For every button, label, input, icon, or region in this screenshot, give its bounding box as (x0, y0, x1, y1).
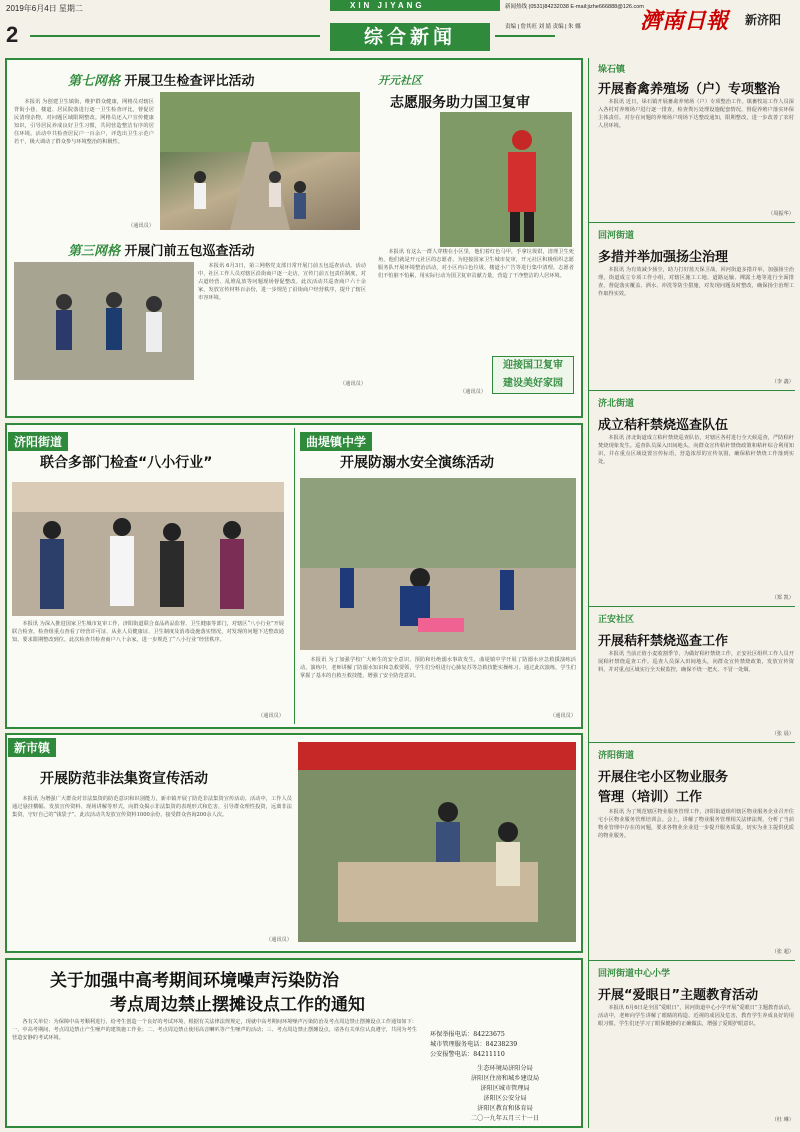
news-hotline: 新闻热线 (0531)84232038 E-mail:jizhe666888@126.com (505, 4, 644, 10)
xin-jiyang-logo: 新济阳 (745, 13, 782, 27)
drill-illustration (300, 478, 576, 650)
right-4-title: 开展秸秆禁烧巡查工作 (598, 634, 729, 649)
street-scene-illustration (160, 92, 360, 230)
article-2-author: （通讯员） (340, 381, 366, 387)
hotline-city-management: 城市管理服务电话：84238239 (430, 1041, 518, 1048)
notice-title-2: 考点周边禁止摆摊设点工作的通知 (110, 995, 365, 1015)
right-sep-3 (588, 606, 795, 607)
article-6-body: 本报讯 为增强广大群众对非法集资的防范意识和识别能力，新市镇开展了防范非法集资宣传活动。活动中，工作人员通过悬挂横幅、发放宣传资料、现场讲解等形式，向群众揭示非法集资的表现形式和危害，引导群众理性投资，远离非法集资，守好自己的“钱袋子”。此次活动共发放宣传资料1000余份，接受群众咨询200余人次。 (12, 796, 292, 818)
right-column-rule (588, 58, 589, 1128)
page-number: 2 (6, 22, 19, 47)
issue-date: 2019年6月4日 星期二 (6, 4, 83, 13)
article-1-body: 本报讯 为创建卫生镇街，维护群众健康，网格员对辖区背街小巷、楼道、居民院落进行逐一卫生检查评比，督促居民清理杂物，对问题区域限期整改。网格员还入户宣传健康知识，引导居民养成良好卫生习惯，共同营造整洁有序的居住环境。活动中共检查居民户一百余户，评选出卫生示范户若干，极大调动了群众参与环境整治的积极性。 (14, 99, 154, 145)
right-2-author: （李 鑫） (771, 379, 794, 385)
right-2-title: 多措并举加强扬尘治理 (598, 250, 729, 265)
article-3-title-pre: 开元社区 (378, 74, 422, 87)
right-6-body: 本报讯 6月6日是全国“爱眼日”，回河街道中心小学开展“爱眼日”主题教育活动。活动中，老师向学生讲解了眼睛的构造、近视的成因及危害，教育学生养成良好的用眼习惯。学生们还学习了眼保健操的正确做法，增强了爱眼护眼意识。 (598, 1005, 794, 1027)
photo-street-inspection (160, 92, 360, 230)
inspection-illustration (12, 482, 284, 616)
middle-divider (294, 428, 295, 724)
article-2-body: 本报讯 6月3日，第三网格党支部日常开展门前五包巡查活动。活动中，社区工作人员对辖区沿街商户逐一走访，宣传门前五包责任制度，对占道经营、乱堆乱放等问题现场督促整改。此次活动共巡查商户六十余家，发放宣传材料百余份，进一步规范了沿街商户经营秩序，提升了辖区市容环境。 (198, 263, 366, 301)
right-1-body: 本报讯 近日，垛石镇开展畜禽养殖场（户）专项整治工作。镇畜牧站工作人员深入各村对养殖场户进行逐一排查，检查粪污处理设施配套情况，督促养殖户落实环保主体责任。对存在问题的养殖场户现场下达整改通知，限期整改，进一步改善了农村人居环境。 (598, 99, 794, 129)
notice-body: 各有关单位：为保障中高考顺利进行，给考生创造一个良好的考试环境，根据有关法律法规规定，现就中高考期间环境噪声污染防治及考点周边禁止摆摊设点工作通知如下：一、中高考期间，考点周边禁止产生噪声的建筑施工作业；二、考点周边禁止使用高音喇叭等产生噪声的活动；三、考点周边禁止摆摊设点。请各有关单位认真遵守，共同为考生营造安静的考试环境。 (12, 1019, 417, 1041)
right-4-body: 本报讯 当前正值小麦收割季节，为做好秸秆禁烧工作，正安社区组织工作人员开展秸秆禁烧巡查工作。巡查人员深入田间地头，向群众宣传禁烧政策，发放宣传资料，并对重点区域实行全天候监控，确保不烧一把火、不冒一处烟。 (598, 651, 794, 673)
photo-anti-fraud-campaign (298, 742, 576, 942)
right-5-author: （张 超） (771, 949, 794, 955)
issuer-4: 济阳区公安分局 (483, 1095, 527, 1102)
right-1-title: 开展畜禽养殖场（户）专项整治 (598, 82, 781, 97)
article-2-title: 第三网格 开展门前五包巡查活动 (68, 244, 255, 259)
notice-contacts (430, 1030, 580, 1124)
right-5-body: 本报讯 为了规范辖区物业服务管理工作，济阳街道组织辖区物业服务企业召开住宅小区物业服务管理培训会。会上，讲解了物业服务管理相关法律法规，分析了当前物业管理中存在的问题，要求各物业企业进一步提升服务质量，切实为业主提供优质的物业服务。 (598, 809, 794, 839)
article-3-author: （通讯员） (460, 389, 486, 395)
issuer-1: 生态环境局济阳分局 (477, 1065, 533, 1072)
right-5-tag: 济阳街道 (598, 751, 635, 761)
article-5-body: 本报讯 为了加强学校广大师生的安全意识，预防和杜绝溺水事故发生，曲堤镇中学开展了防溺水应急救援演练活动。演练中，老师讲解了防溺水知识和急救要领，学生们分组进行心肺复苏等急救技能实操练习。通过此次演练，学生们掌握了基本的自救互救技能，增强了安全防范意识。 (300, 657, 576, 679)
right-2-tag: 回河街道 (598, 231, 635, 241)
right-3-body: 本报讯 济北街道成立秸秆禁烧巡查队伍，对辖区各村进行全天候巡查，严防秸秆焚烧现象发生。巡查队员深入田间地头，向群众宣传秸秆禁烧政策和秸秆综合利用知识，并在重点区域设置宣传标语，营造浓厚的宣传氛围，确保秸秆禁烧工作落到实处。 (598, 435, 794, 465)
right-6-title: 开展“爱眼日”主题教育活动 (598, 988, 759, 1003)
article-4-tag: 济阳街道 (8, 432, 68, 451)
article-4-body: 本报讯 为深入推进国家卫生城市复审工作，济阳街道联合食品药品监督、卫生健康等部门，对辖区“八小行业”开展联合检查。检查组重点查看了经营许可证、从业人员健康证、卫生制度及消毒设施落实情况，对发现的问题下达整改通知，要求限期整改到位。此次检查共检查商户八十余家，进一步规范了“八小行业”经营秩序。 (12, 621, 284, 643)
jinan-daily-logo: 濟南日報 (640, 8, 729, 34)
article-6-title: 开展防范非法集资宣传活动 (40, 771, 208, 787)
right-3-author: （郑 凯） (771, 595, 794, 601)
article-3-body: 本报讯 有这么一群人穿梭在小区里，他们着红色马甲，手拿垃圾钳，清理卫生死角，他们就是开元社区的志愿者。为迎接国家卫生城市复审，开元社区积极组织志愿服务队开展环境整治活动，对小区内白色垃圾、楼道小广告等进行集中清理。志愿者们不怕脏不怕累，用实际行动为国卫复审贡献力量，营造了干净整洁的人居环境。 (378, 249, 574, 279)
photo-joint-inspection (12, 482, 284, 616)
right-sep-5 (588, 960, 795, 961)
photo-drowning-drill (300, 478, 576, 650)
right-6-tag: 回河街道中心小学 (598, 969, 671, 979)
slogan-box (492, 356, 574, 394)
banner-xin-jiyang (330, 0, 500, 11)
article-5-tag: 曲堤镇中学 (300, 432, 372, 451)
photo-shop-inspection (14, 262, 194, 380)
right-4-tag: 正安社区 (598, 615, 635, 625)
right-6-author: （杜 琳） (771, 1117, 794, 1123)
right-5-title-1: 开展住宅小区物业服务 (598, 770, 729, 785)
banner-text: XIN JIYANG (350, 1, 425, 10)
right-1-author: （周振华） (768, 211, 794, 217)
right-3-tag: 济北街道 (598, 399, 635, 409)
article-4-title: 联合多部门检查“八小行业” (40, 455, 213, 471)
right-5-title-2: 管理（培训）工作 (598, 790, 703, 805)
right-sep-1 (588, 222, 795, 223)
issuer-5: 济阳区教育和体育局 (477, 1105, 533, 1112)
right-sep-4 (588, 742, 795, 743)
header-rule-left (30, 35, 320, 37)
article-1-title: 第七网格 开展卫生检查评比活动 (68, 74, 255, 89)
notice-title-1: 关于加强中高考期间环境噪声污染防治 (50, 971, 339, 991)
issue-date-line: 二〇一九年五月三十一日 (470, 1115, 540, 1122)
editors-line: 责编 | 詹其旺 刘 婧 责编 | 朱 娜 (505, 24, 581, 30)
hotline-police: 公安报警电话：84211110 (430, 1051, 505, 1058)
issuer-2: 济阳区住房和城乡建设局 (470, 1075, 540, 1082)
article-3-title: 志愿服务助力国卫复审 (390, 95, 530, 111)
slogan-line-1: 迎接国卫复审 (503, 360, 563, 371)
shop-scene-illustration (14, 262, 194, 380)
section-title: 综合新闻 (330, 23, 490, 51)
campaign-illustration (298, 742, 576, 942)
slogan-line-2: 建设美好家园 (503, 378, 563, 389)
issuer-3: 济阳区城市管理局 (480, 1085, 530, 1092)
article-5-title: 开展防溺水安全演练活动 (340, 455, 494, 471)
right-3-title: 成立秸秆禁烧巡查队伍 (598, 418, 729, 433)
article-5-author: （通讯员） (550, 713, 576, 719)
article-6-tag: 新市镇 (8, 738, 56, 757)
right-sep-2 (588, 390, 795, 391)
right-2-body: 本报讯 为有效减少扬尘，助力打好蓝天保卫战，回河街道多措并举，加强扬尘治理。街道成立专项工作小组，对辖区施工工地、道路运输、裸露土地等进行全面排查，督促落实覆盖、洒水、冲洗等防尘措施，对发现问题及时整改，确保扬尘治理工作取得实效。 (598, 267, 794, 297)
photo-volunteers (440, 112, 572, 247)
right-1-tag: 垛石镇 (598, 65, 626, 75)
article-4-author: （通讯员） (258, 713, 284, 719)
volunteer-illustration (440, 112, 572, 247)
hotline-environment: 环保举报电话：84223675 (430, 1031, 505, 1038)
header-rule-right (495, 35, 555, 37)
article-6-author: （通讯员） (266, 937, 292, 943)
right-4-author: （张 晨） (771, 731, 794, 737)
article-1-author: （通讯员） (128, 223, 154, 229)
